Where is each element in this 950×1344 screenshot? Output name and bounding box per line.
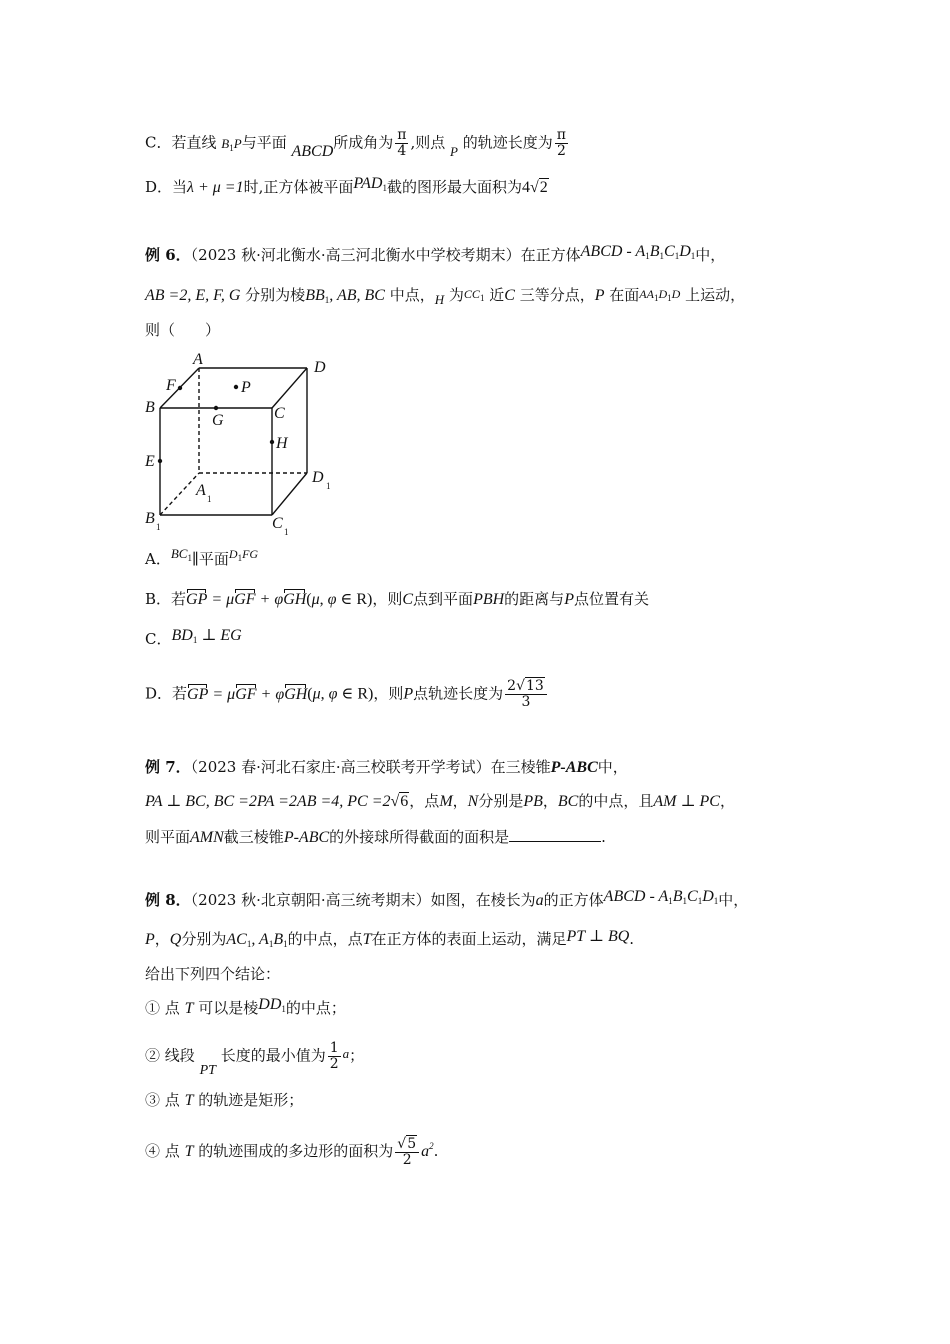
conclusion-2: ② 线段 PT 长度的最小值为 $\frac{1}{2}$ a； xyxy=(145,1040,365,1078)
svg-text:1: 1 xyxy=(326,481,331,491)
example-7-header: 例 7．（2023 春·河北石家庄·高三校联考开学考试）在三棱锥P-ABC中， xyxy=(145,758,628,776)
cube-figure xyxy=(140,348,350,540)
label-f: F xyxy=(166,377,176,394)
label-h: H xyxy=(276,435,288,452)
example-6-line2: AB =2, E, F, G 分别为棱$BB_1$, AB, BC 中点，H 为$CC_1$ 近C 三等分点，P 在面$AA_1D_1D$ 上运动， xyxy=(145,286,746,307)
svg-text:1: 1 xyxy=(284,527,289,537)
area-fraction: $\frac{√5}{2}$ xyxy=(395,1137,419,1168)
label-d: D xyxy=(314,359,326,376)
option-d-prev: D．当λ + μ =1时,正方体被平面$PAD_1$截的图形最大面积为4√2 xyxy=(145,175,548,196)
min-length-fraction: $\frac{1}{2}$ xyxy=(329,1040,339,1072)
angle-fraction: $\frac{\pi}{4}$ xyxy=(397,127,407,159)
ex6-option-b: B．若GP = μGF + φGH(μ, φ ∈ R)，则C点到平面PBH的距离与P点位置有关 xyxy=(145,588,649,611)
example-8-header: 例 8．（2023 秋·北京朝阳·高三统考期末）如图，在棱长为a的正方体ABCD - $A_1B_1C_1D_1$中， xyxy=(145,888,749,909)
answer-blank[interactable] xyxy=(509,827,601,842)
label-e: E xyxy=(145,453,155,470)
conclusion-4: ④ 点 T 的轨迹围成的多边形的面积为 $\frac{√5}{2}$ $a^2$. xyxy=(145,1135,439,1168)
example-6-header: 例 6．（2023 秋·河北衡水·高三河北衡水中学校考期末）在正方体ABCD - $A_1B_1C_1D_1$中， xyxy=(145,243,726,264)
label-p: P xyxy=(241,379,251,396)
track-length-fraction: $\frac{2√13}{3}$ xyxy=(505,679,547,710)
example-6-prompt: 则（ ） xyxy=(145,321,221,339)
ex6-option-c: C．$BD_1$ ⊥ EG xyxy=(145,627,242,648)
label-d1: D xyxy=(312,469,324,486)
svg-text:1: 1 xyxy=(156,522,161,532)
example-8-line3: 给出下列四个结论： xyxy=(145,965,281,983)
example-8-line2: P，Q分别为$AC_1$, $A_1B_1$的中点，点T在正方体的表面上运动，满足PT ⊥ BQ. xyxy=(145,928,635,949)
point-p xyxy=(234,385,238,389)
label-a1: A xyxy=(196,482,206,499)
point-g xyxy=(214,406,218,410)
ex6-option-d: D．若GP = μGF + φGH(μ, φ ∈ R)，则P点轨迹长度为 $\frac{2√13}{3}$ xyxy=(145,679,549,710)
label-b: B xyxy=(145,399,155,416)
example-7-line3: 则平面AMN截三棱锥P-ABC的外接球所得截面的面积是 . xyxy=(145,828,606,846)
conclusion-1: ① 点 T 可以是棱$DD_1$的中点； xyxy=(145,996,346,1017)
svg-text:1: 1 xyxy=(207,494,212,504)
option-c-prev: C．若直线 $B_1P$与平面 ABCD所成角为 $\frac{\pi}{4}$ ,则点 P 的轨迹长度为 $\frac{\pi}{2}$ xyxy=(145,127,566,160)
ex6-option-a: A．$BC_1\parallel$平面$^{D_1FG}$ xyxy=(145,546,259,568)
point-h xyxy=(270,440,274,444)
label-b1: B xyxy=(145,510,155,527)
length-fraction: $\frac{\pi}{2}$ xyxy=(556,127,566,159)
label-c1: C xyxy=(272,515,283,532)
point-e xyxy=(158,459,162,463)
label-a: A xyxy=(193,351,203,368)
label-g: G xyxy=(212,412,224,429)
conclusion-3: ③ 点 T 的轨迹是矩形； xyxy=(145,1091,304,1109)
example-7-line2: PA ⊥ BC, BC =2PA =2AB =4, PC =2√6，点M，N分别是PB，BC的中点，且AM ⊥ PC， xyxy=(145,792,735,810)
label-c: C xyxy=(274,405,285,422)
point-f xyxy=(178,386,182,390)
